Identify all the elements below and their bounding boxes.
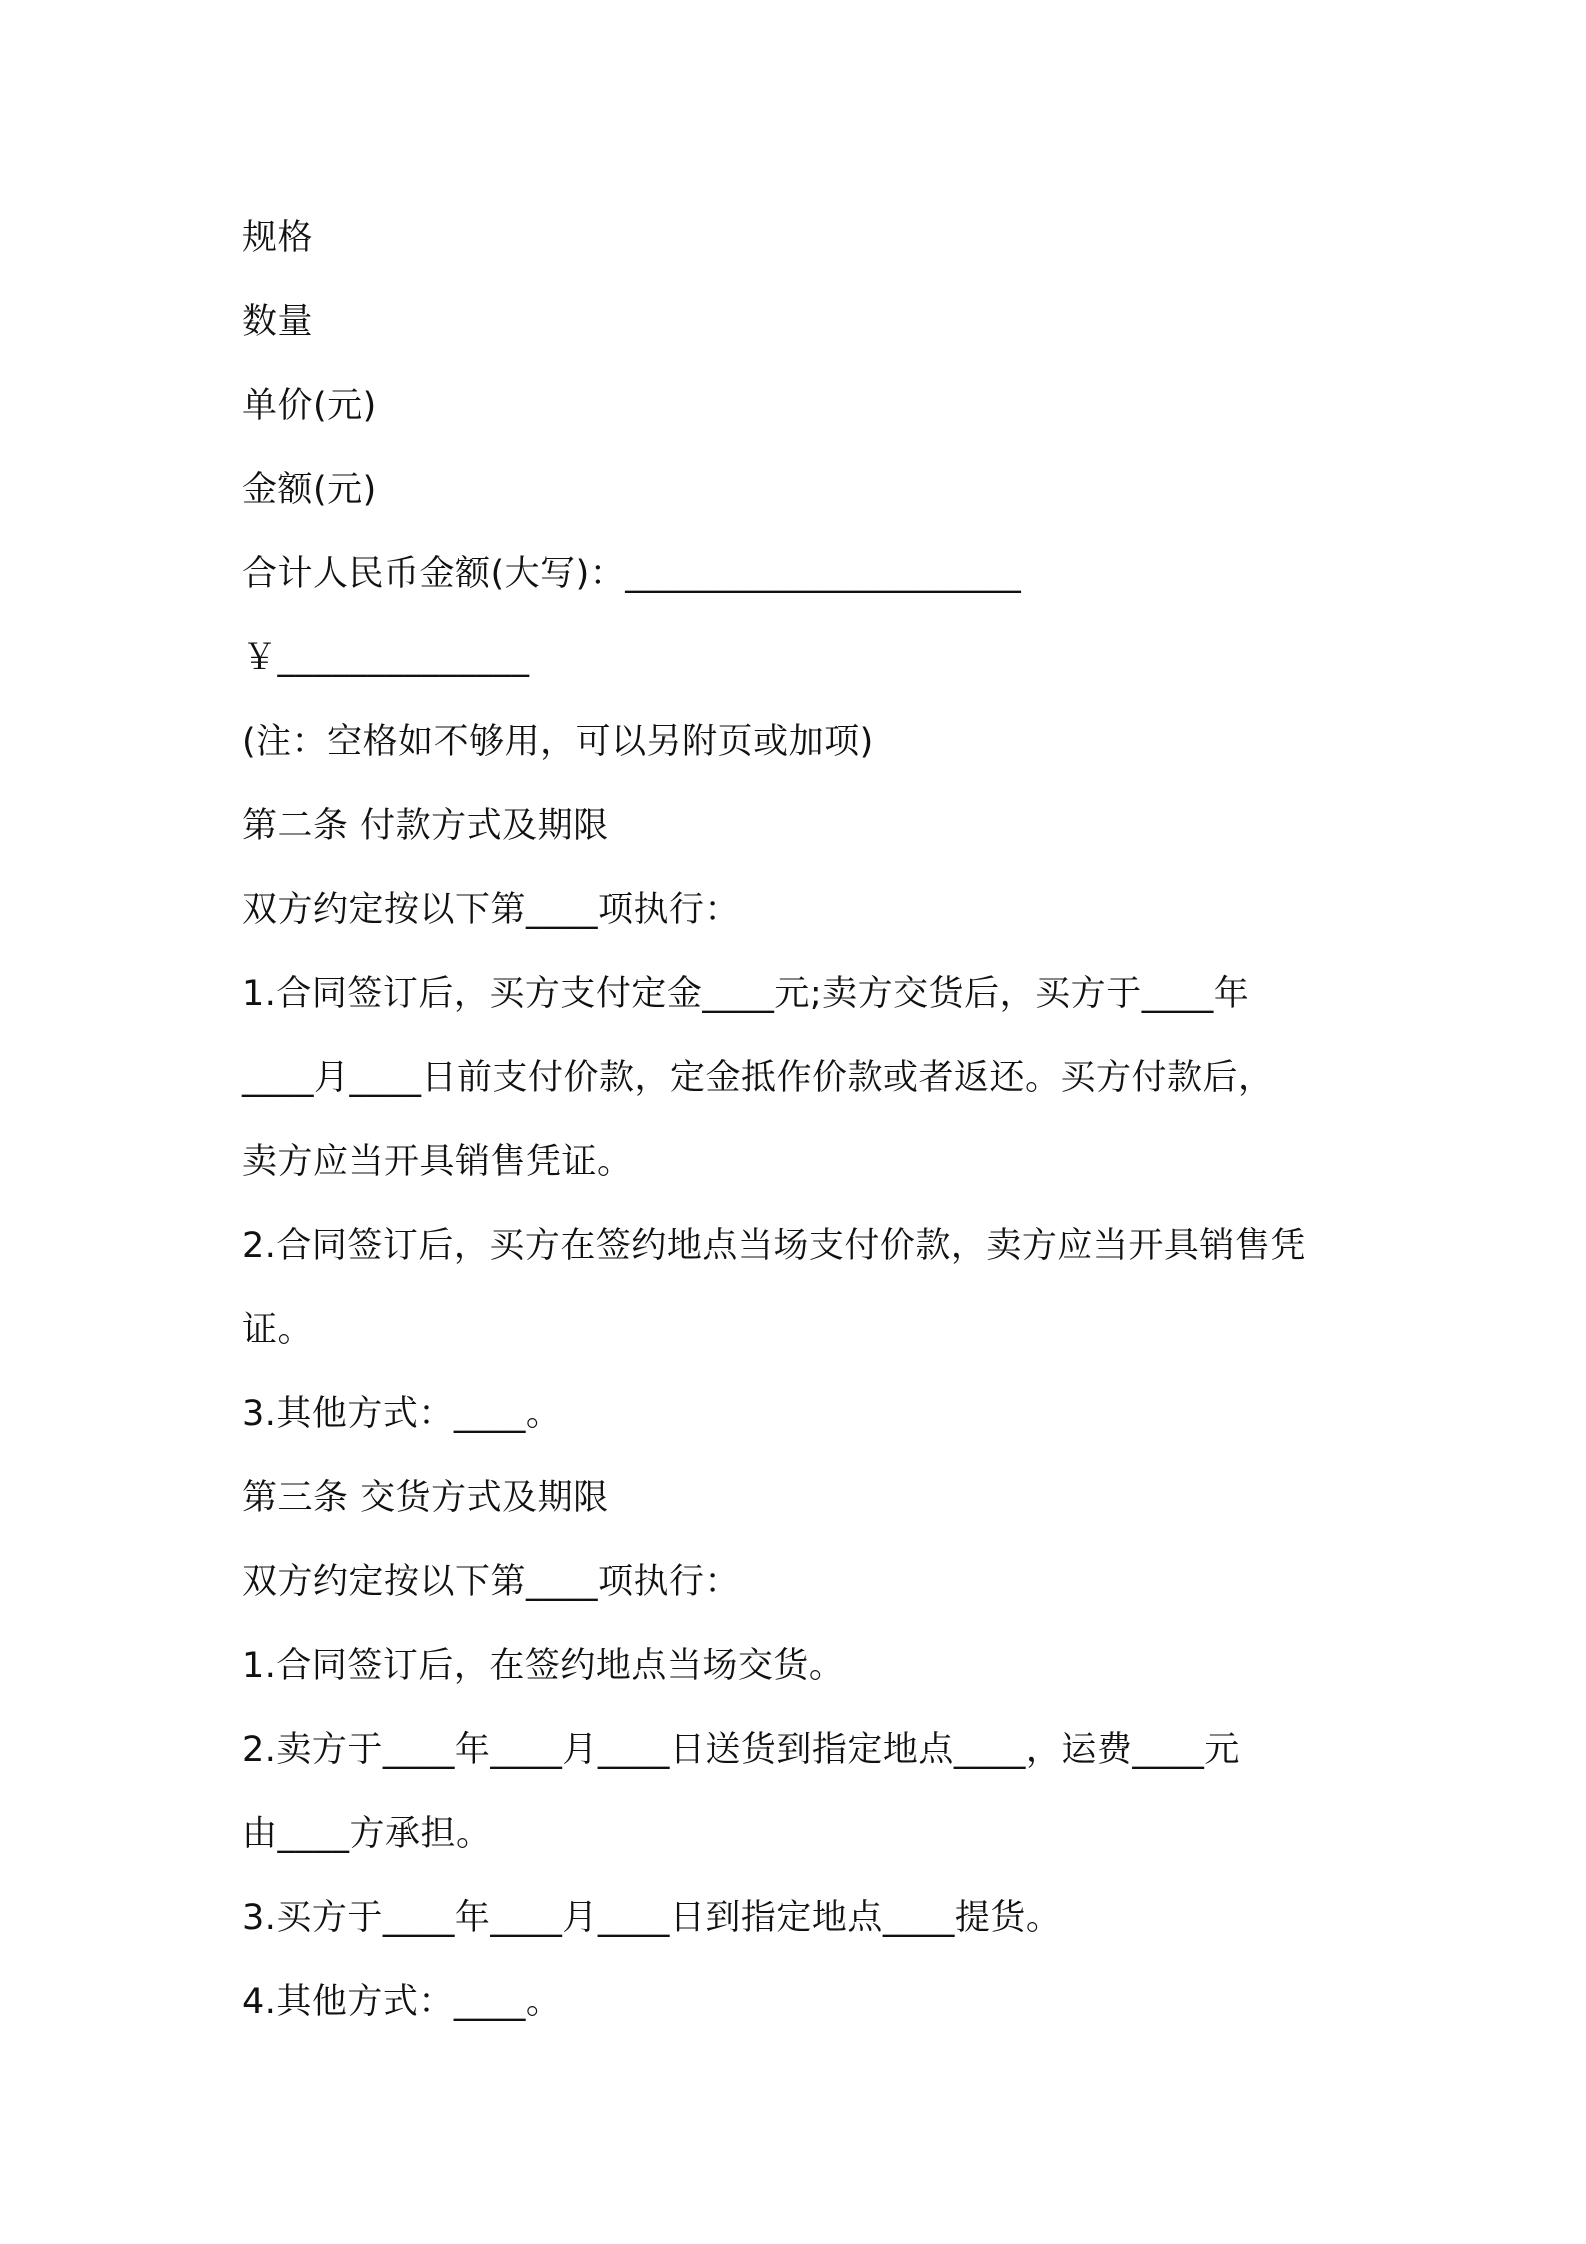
article-2-item-1-line-1: 1.合同签订后，买方支付定金____元;卖方交货后，买方于____年 [242, 974, 1250, 1014]
document-body [242, 196, 1372, 2044]
article-2-item-1-line-2: ____月____日前支付价款，定金抵作价款或者返还。买方付款后， [242, 1058, 1274, 1098]
label-amount: 金额(元) [242, 470, 377, 510]
total-amount-uppercase-line: 合计人民币金额(大写)：______________________ [242, 554, 1022, 594]
article-2-heading: 第二条 付款方式及期限 [242, 806, 609, 846]
article-3-heading: 第三条 交货方式及期限 [242, 1478, 609, 1518]
article-3-item-2-line-2: 由____方承担。 [242, 1814, 492, 1854]
article-3-item-1: 1.合同签订后，在签约地点当场交货。 [242, 1646, 845, 1686]
label-unit-price: 单价(元) [242, 386, 377, 426]
article-2-item-2-line-2: 证。 [242, 1310, 314, 1350]
label-quantity: 数量 [242, 302, 314, 342]
article-2-item-3: 3.其他方式：____。 [242, 1394, 562, 1434]
article-3-item-3: 3.买方于____年____月____日到指定地点____提货。 [242, 1898, 1062, 1938]
article-2-item-1-line-3: 卖方应当开具销售凭证。 [242, 1142, 633, 1182]
note-line: (注：空格如不够用，可以另附页或加项) [242, 722, 874, 762]
article-3-item-4: 4.其他方式：____。 [242, 1982, 562, 2022]
label-spec: 规格 [242, 218, 314, 258]
article-2-item-2-line-1: 2.合同签订后，买方在签约地点当场支付价款，卖方应当开具销售凭 [242, 1226, 1306, 1266]
total-amount-yen-line: ￥______________ [242, 638, 530, 678]
article-2-intro: 双方约定按以下第____项执行： [242, 890, 741, 930]
article-3-item-2-line-1: 2.卖方于____年____月____日送货到指定地点____，运费____元 [242, 1730, 1240, 1770]
article-3-intro: 双方约定按以下第____项执行： [242, 1562, 741, 1602]
